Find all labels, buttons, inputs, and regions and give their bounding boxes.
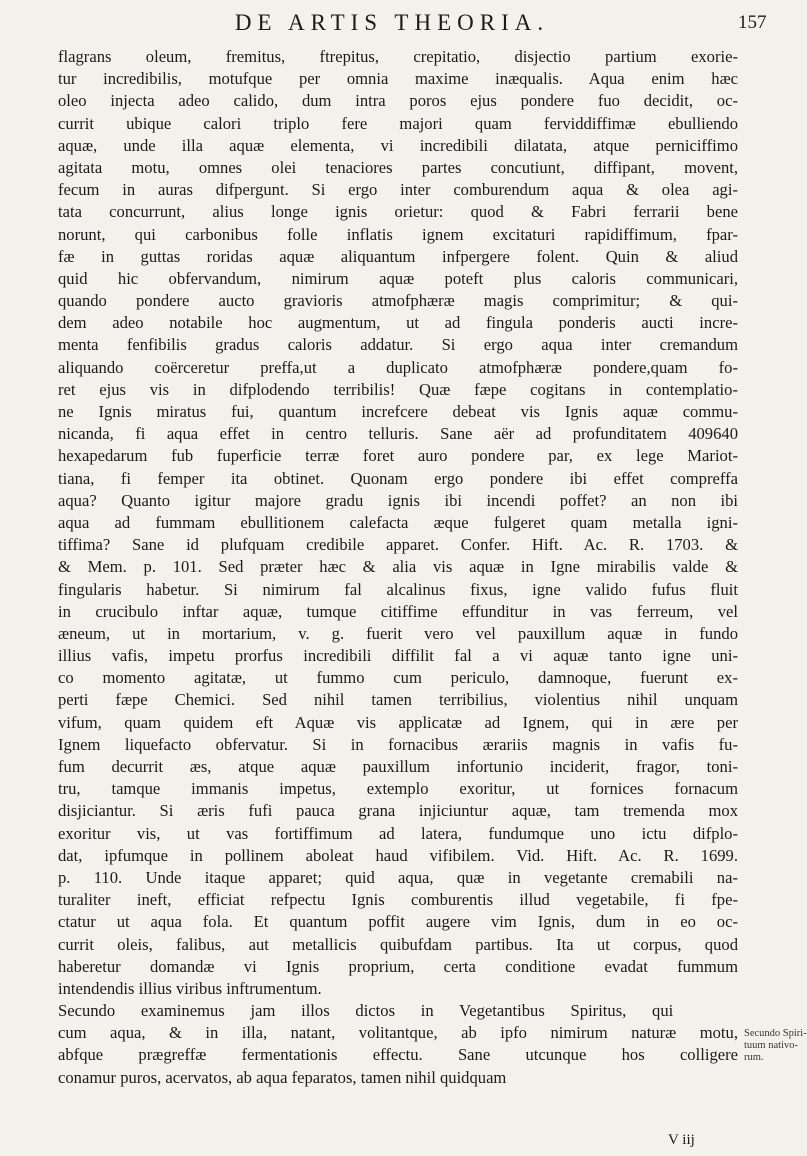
text-line: æneum, ut in mortarium, v. g. fuerit vero vel pauxillum aquæ in fundo [58, 623, 738, 643]
text-line: ret ejus vis in difplodendo terribilis! Quæ fæpe cogitans in contemplatio- [58, 379, 738, 399]
text-line: tur incredibilis, motufque per omnia maxime inæqualis. Aqua enim hæc [58, 69, 738, 89]
text-line: menta fenfibilis gradus caloris addatur. Si ergo aqua inter cremandum [58, 335, 738, 355]
text-line: intendendis illius viribus inftrumentum. [58, 978, 322, 998]
text-line: tiffima? Sane id plufquam credibile apparet. Confer. Hift. Ac. R. 1703. & [58, 535, 738, 555]
text-line: oleo injecta adeo calido, dum intra poros ejus pondere fuo decidit, oc- [58, 91, 738, 111]
text-line: aquæ, unde illa aquæ elementa, vi incredibili dilatata, atque perniciffimo [58, 135, 738, 155]
text-line: fum decurrit æs, atque aquæ pauxillum infortunio inciderit, fragor, toni- [58, 757, 738, 776]
margin-note [744, 1028, 807, 1064]
text-line: aqua ad fummam ebullitionem calefacta æque fulgeret quam metalla igni- [58, 512, 738, 532]
text-line: currit oleis, falibus, aut metallicis quibufdam partibus. Ita ut corpus, quod [58, 934, 738, 954]
margin-note-line: Secundo Spiri- [744, 1028, 807, 1039]
text-line: cum aqua, & in illa, natant, volitantque, ab ipfo nimirum naturæ motu, [58, 1023, 738, 1043]
text-line: turaliter ineft, efficiat refpectu Ignis comburentis illud vegetabile, fi fpe- [58, 890, 738, 910]
page-header [0, 10, 800, 44]
text-line: tata concurrunt, alius longe ignis orietur: quod & Fabri ferrarii bene [58, 202, 738, 222]
text-line: Ignem liquefacto obfervatur. Si in fornacibus ærariis magnis in vafis fu- [58, 734, 738, 754]
text-line: agitata motu, omnes olei tenaciores partes concutiunt, diffipant, movent, [58, 157, 738, 177]
text-line: fæ in guttas roridas aquæ aliquantum infpergere folent. Quin & aliud [58, 246, 738, 266]
text-line: norunt, qui carbonibus folle inflatis ignem excitaturi rapidiffimum, fpar- [58, 224, 738, 244]
running-head: DE ARTIS THEORIA. [234, 10, 550, 35]
text-line: quando pondere aucto gravioris atmofphæræ magis comprimitur; & qui- [58, 291, 738, 311]
text-line: tiana, fi femper ita obtinet. Quonam ergo pondere ibi effet compreffa [58, 468, 738, 488]
text-line: haberetur domandæ vi Ignis proprium, certa conditione evadat fummum [58, 956, 738, 976]
text-line: co momento agitatæ, ut fummo cum periculo, damnoque, fuerunt ex- [58, 668, 738, 688]
text-line: ctatur ut aqua fola. Et quantum poffit augere vim Ignis, dum in eo oc- [58, 912, 738, 932]
text-line: disjiciantur. Si æris fufi pauca grana injiciuntur aquæ, tam tremenda mox [58, 801, 738, 821]
text-line: quid hic obfervandum, nimirum aquæ poteft plus caloris communicari, [58, 268, 738, 288]
text-line: tru, tamque immanis impetus, extemplo exoritur, ut fornices fornacum [58, 779, 738, 799]
text-line: flagrans oleum, fremitus, ftrepitus, crepitatio, disjectio partium exorie- [58, 47, 738, 66]
text-line: illius vafis, impetu prorfus incredibili diffilit fal a vi aquæ tanto igne uni- [58, 646, 738, 666]
text-line: currit ubique calori triplo fere majori quam ferviddiffimæ ebulliendo [58, 113, 738, 133]
text-line: hexapedarum fub fuperficie terræ foret auro pondere par, ex lege Mariot- [58, 446, 738, 466]
page-number: 157 [738, 12, 767, 33]
text-line: & Mem. p. 101. Sed præter hæc & alia vis aquæ in Igne mirabilis valde & [58, 557, 738, 577]
margin-note-line: rum. [744, 1052, 764, 1063]
text-line: dem adeo notabile hoc augmentum, ut ad fingula ponderis aucti incre- [58, 313, 738, 333]
text-line: aqua? Quanto igitur majore gradu ignis ibi incendi poffet? an non ibi [58, 490, 738, 510]
text-line: dat, ipfumque in pollinem aboleat haud vifibilem. Vid. Hift. Ac. R. 1699. [58, 845, 738, 865]
body-text [58, 46, 738, 1132]
text-line: in crucibulo inftar aquæ, tumque citiffime effunditur in vas ferreum, vel [58, 601, 738, 621]
signature-mark: V iij [668, 1132, 695, 1148]
text-line: fecum in auras difpergunt. Si ergo inter comburendum aqua & olea agi- [58, 180, 738, 200]
text-line: conamur puros, acervatos, ab aqua feparatos, tamen nihil quidquam [58, 1067, 507, 1087]
text-line: ne Ignis miratus fui, quantum increfcere debeat vis Ignis aquæ commu- [58, 402, 738, 421]
text-line: perti fæpe Chemici. Sed nihil tamen terribilius, violentius nihil unquam [58, 690, 738, 710]
text-line: exoritur vis, ut vas fortiffimum ad latera, fundumque uno ictu difplo- [58, 823, 738, 843]
text-line: vifum, quam quidem eft Aquæ vis applicatæ ad Ignem, qui in ære per [58, 712, 738, 732]
text-line: aliquando coërceretur preffa,ut a duplicato atmofphæræ pondere,quam fo- [58, 357, 738, 377]
text-line: p. 110. Unde itaque apparet; quid aqua, quæ in vegetante cremabili na- [58, 867, 738, 887]
text-line: fingularis habetur. Si nimirum fal alcalinus fixus, igne valido fufus fluit [58, 579, 738, 599]
margin-note-line: tuum nativo- [744, 1040, 798, 1051]
text-line: Secundo examinemus jam illos dictos in Vegetantibus Spiritus, qui [58, 1001, 674, 1021]
text-line: abfque prægreffæ fermentationis effectu. Sane utcunque hos colligere [58, 1045, 738, 1065]
text-line: nicanda, fi aqua effet in centro telluris. Sane aër ad profunditatem 409640 [58, 424, 738, 444]
